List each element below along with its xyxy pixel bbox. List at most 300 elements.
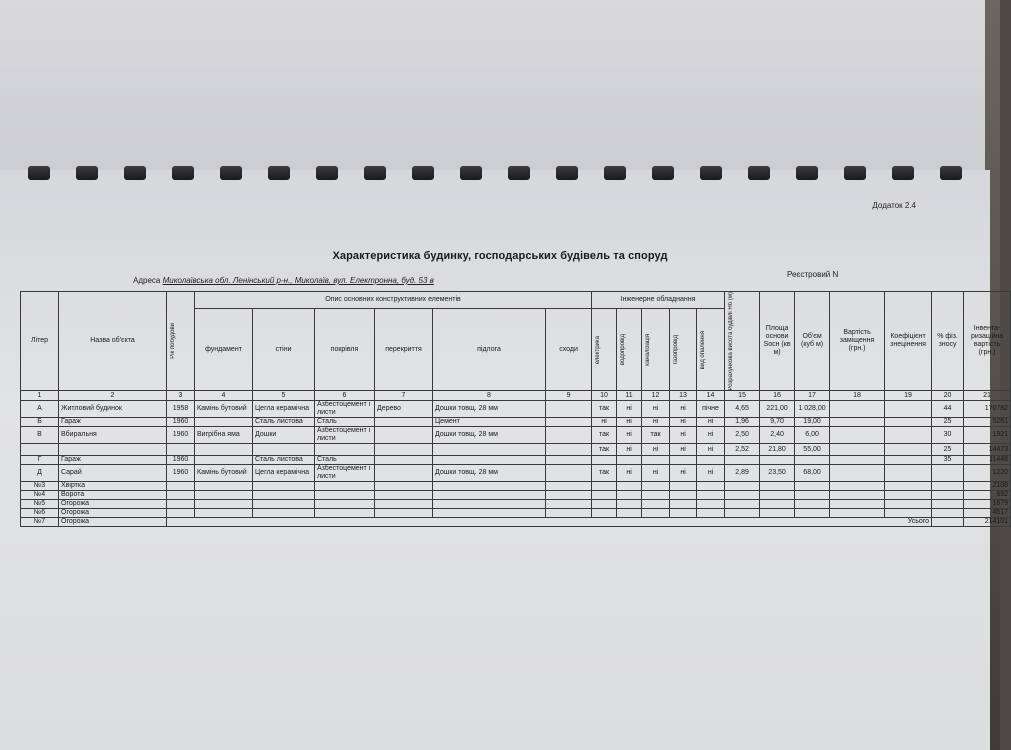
binding-ring [604, 166, 626, 180]
cell-volume [795, 456, 830, 465]
cell-roof [315, 509, 375, 518]
header-replacement-cost: Вартість заміщення (грн.) [830, 292, 885, 391]
table-row [21, 444, 1011, 456]
cell-sewer: ні [642, 401, 670, 418]
table-row [21, 401, 1011, 418]
cell-name: Вбиральня [59, 427, 167, 444]
cell-coef [885, 500, 932, 509]
binding-rings [10, 166, 970, 186]
cell-ceiling [375, 427, 433, 444]
column-number: 11 [617, 391, 642, 401]
cell-roof [315, 482, 375, 491]
cell-name: Гараж [59, 456, 167, 465]
cell-coef [885, 418, 932, 427]
address-line [133, 276, 434, 285]
cell-heat [697, 500, 725, 509]
header-sewer-cell [642, 309, 670, 391]
cell-sewer [642, 500, 670, 509]
cell-volume: 6,00 [795, 427, 830, 444]
header-liter: Літер [21, 292, 59, 391]
cell-sewer [642, 482, 670, 491]
cell-inv: 1220 [964, 465, 1011, 482]
cell-el: так [592, 427, 617, 444]
cell-year [167, 444, 195, 456]
cell-repl [830, 444, 885, 456]
header-floor: підлога [433, 309, 546, 391]
header-sewer: каналізація [645, 334, 652, 366]
cell-pct [932, 491, 964, 500]
binding-ring [748, 166, 770, 180]
cell-repl [830, 465, 885, 482]
cell-volume: 1 028,00 [795, 401, 830, 418]
cell-inv: 170782 [964, 401, 1011, 418]
column-number: 19 [885, 391, 932, 401]
cell-water [617, 456, 642, 465]
cell-floor [433, 491, 546, 500]
binding-ring [940, 166, 962, 180]
cell-stairs [546, 500, 592, 509]
cell-area [760, 509, 795, 518]
cell-liter [21, 444, 59, 456]
cell-ceiling [375, 456, 433, 465]
cell-year [167, 482, 195, 491]
cell-el: так [592, 465, 617, 482]
cell-water [617, 509, 642, 518]
header-gas-cell [670, 309, 697, 391]
cell-inv: 1679 [964, 500, 1011, 509]
table-row [21, 509, 1011, 518]
cell-heat: пічне [697, 401, 725, 418]
cell-liter: №5 [21, 500, 59, 509]
cell-walls: Сталь листова [253, 418, 315, 427]
column-number: 9 [546, 391, 592, 401]
cell-area: 221,00 [760, 401, 795, 418]
cell-gas [670, 482, 697, 491]
header-height-cell [725, 292, 760, 391]
column-number: 6 [315, 391, 375, 401]
cell-repl [830, 456, 885, 465]
cell-sewer [642, 456, 670, 465]
cell-water: ні [617, 427, 642, 444]
cell-gas: ні [670, 465, 697, 482]
cell-gas: ні [670, 427, 697, 444]
cell-floor: Дошки товщ. 28 мм [433, 465, 546, 482]
cell-area [760, 491, 795, 500]
header-year-cell [167, 292, 195, 391]
cell-liter: В [21, 427, 59, 444]
cell-stairs [546, 456, 592, 465]
cell-height: 4,65 [725, 401, 760, 418]
binding-ring [796, 166, 818, 180]
cell-height: 2,89 [725, 465, 760, 482]
cell-heat [697, 482, 725, 491]
cell-area: 2,40 [760, 427, 795, 444]
cell-walls [253, 509, 315, 518]
header-inventory-cost: Інвента-ризаційна вартість (грн.) [964, 292, 1011, 391]
cell-repl [830, 418, 885, 427]
cell-el [592, 482, 617, 491]
cell-inv: 11448 [964, 456, 1011, 465]
cell-roof: Азбестоцемент і листи [315, 401, 375, 418]
registry-label: Реєстровий N [787, 270, 839, 279]
cell-pct: 25 [932, 418, 964, 427]
previous-page [0, 0, 985, 172]
binding-ring [316, 166, 338, 180]
binding-ring [172, 166, 194, 180]
header-structure-group: Опис основних конструктивних елементів [195, 292, 592, 309]
cell-pct: 30 [932, 427, 964, 444]
cell-heat: ні [697, 465, 725, 482]
cell-liter: Г [21, 456, 59, 465]
cell-walls [253, 500, 315, 509]
cell-heat: ні [697, 427, 725, 444]
binding-ring [556, 166, 578, 180]
cell-heat [697, 509, 725, 518]
cell-area [760, 456, 795, 465]
cell-sewer: ні [642, 418, 670, 427]
cell-liter: №4 [21, 491, 59, 500]
cell-water [617, 491, 642, 500]
cell-gas: ні [670, 401, 697, 418]
cell-water [617, 482, 642, 491]
cell-height [725, 491, 760, 500]
binding-ring [124, 166, 146, 180]
cell-floor: Дошки товщ. 28 мм [433, 427, 546, 444]
cell-height: 2,52 [725, 444, 760, 456]
cell-foundation [195, 456, 253, 465]
cell-water: ні [617, 465, 642, 482]
cell-gas [670, 491, 697, 500]
cell-stairs [546, 482, 592, 491]
cell-heat [697, 491, 725, 500]
cell-name: Огорожа [59, 509, 167, 518]
header-year: Рік побудови [170, 323, 176, 360]
cell-foundation [195, 491, 253, 500]
cell-coef [885, 509, 932, 518]
header-wear-pct: % фіз. зносу [932, 292, 964, 391]
cell-el: так [592, 401, 617, 418]
cell-liter: №6 [21, 509, 59, 518]
cell-floor [433, 500, 546, 509]
binding-ring [28, 166, 50, 180]
header-heating-cell [697, 309, 725, 391]
cell-foundation [195, 482, 253, 491]
cell-el: ні [592, 418, 617, 427]
binding-ring [76, 166, 98, 180]
cell-pct [932, 465, 964, 482]
cell-roof: Азбестоцемент і листи [315, 427, 375, 444]
cell-el [592, 509, 617, 518]
binding-ring [268, 166, 290, 180]
cell-floor: Дошки товщ. 28 мм [433, 401, 546, 418]
column-number: 10 [592, 391, 617, 401]
cell-empty [932, 518, 964, 527]
header-water: водопровід [620, 334, 627, 366]
header-heating: вид опалення [700, 330, 707, 370]
cell-volume: 55,00 [795, 444, 830, 456]
cell-year [167, 500, 195, 509]
cell-repl [830, 482, 885, 491]
cell-volume: 19,00 [795, 418, 830, 427]
cell-area: 23,50 [760, 465, 795, 482]
cell-heat: ні [697, 418, 725, 427]
binding-ring [364, 166, 386, 180]
cell-ceiling [375, 482, 433, 491]
table-row [21, 456, 1011, 465]
cell-floor [433, 456, 546, 465]
cell-gas: ні [670, 418, 697, 427]
cell-roof [315, 491, 375, 500]
cell-volume [795, 491, 830, 500]
cell-foundation [195, 444, 253, 456]
cell-area: 9,70 [760, 418, 795, 427]
cell-floor: Цемент [433, 418, 546, 427]
column-number: 3 [167, 391, 195, 401]
column-number: 14 [697, 391, 725, 401]
cell-liter: Д [21, 465, 59, 482]
cell-sewer: ні [642, 465, 670, 482]
cell-inv: 2108 [964, 482, 1011, 491]
cell-roof [315, 500, 375, 509]
cell-name: Сарай [59, 465, 167, 482]
cell-ceiling [375, 491, 433, 500]
cell-name: Ворота [59, 491, 167, 500]
cell-inv: 5261 [964, 418, 1011, 427]
binding-ring [844, 166, 866, 180]
cell-foundation: Вигрібна яма [195, 427, 253, 444]
cell-ceiling [375, 444, 433, 456]
cell-roof: Сталь [315, 418, 375, 427]
column-number: 20 [932, 391, 964, 401]
cell-pct [932, 500, 964, 509]
binding-ring [220, 166, 242, 180]
header-gas: газопровід [673, 335, 680, 365]
cell-liter: №3 [21, 482, 59, 491]
cell-stairs [546, 427, 592, 444]
column-number: 17 [795, 391, 830, 401]
cell-foundation: Камінь бутовий [195, 401, 253, 418]
cell-year: 1958 [167, 401, 195, 418]
cell-sewer [642, 491, 670, 500]
binding-ring [412, 166, 434, 180]
header-height: Розрахункова висота будівлі Нб (м) [728, 292, 735, 391]
binding-ring [460, 166, 482, 180]
header-volume: Об'єм (куб м) [795, 292, 830, 391]
header-electricity-cell [592, 309, 617, 391]
header-wear-coef: Коефіцієнт знецінення [885, 292, 932, 391]
cell-walls: Сталь листова [253, 456, 315, 465]
cell-year: 1960 [167, 418, 195, 427]
cell-height [725, 500, 760, 509]
cell-pct [932, 509, 964, 518]
column-number: 5 [253, 391, 315, 401]
cell-height [725, 456, 760, 465]
cell-volume [795, 500, 830, 509]
cell-repl [830, 427, 885, 444]
cell-el [592, 456, 617, 465]
cell-year [167, 491, 195, 500]
cell-pct: 44 [932, 401, 964, 418]
document-title: Характеристика будинку, господарських будівель та споруд [332, 250, 668, 262]
cell-inv: 1921 [964, 427, 1011, 444]
column-number: 2 [59, 391, 167, 401]
header-name: Назва об'єкта [59, 292, 167, 391]
appendix-note: Додаток 2.4 [872, 201, 916, 210]
cell-inv: 692 [964, 491, 1011, 500]
cell-ceiling [375, 500, 433, 509]
header-engineering-group: Інженерне обладнання [592, 292, 725, 309]
cell-area [760, 482, 795, 491]
cell-ceiling: Дерево [375, 401, 433, 418]
cell-pct: 35 [932, 456, 964, 465]
cell-area [760, 500, 795, 509]
cell-ceiling [375, 418, 433, 427]
cell-foundation [195, 500, 253, 509]
cell-gas: ні [670, 444, 697, 456]
binding-ring [892, 166, 914, 180]
cell-pct [932, 482, 964, 491]
cell-coef [885, 465, 932, 482]
cell-liter: №7 [21, 518, 59, 527]
column-number: 12 [642, 391, 670, 401]
cell-year: 1960 [167, 427, 195, 444]
cell-area: 21,80 [760, 444, 795, 456]
cell-ceiling [375, 465, 433, 482]
cell-pct: 25 [932, 444, 964, 456]
cell-water: ні [617, 401, 642, 418]
cell-liter: А [21, 401, 59, 418]
cell-walls [253, 491, 315, 500]
cell-year [167, 509, 195, 518]
table-row [21, 427, 1011, 444]
column-number: 13 [670, 391, 697, 401]
cell-stairs [546, 444, 592, 456]
cell-total-value: 214101 [964, 518, 1011, 527]
cell-sewer: так [642, 427, 670, 444]
cell-heat: ні [697, 444, 725, 456]
column-number: 8 [433, 391, 546, 401]
cell-name: Житловий будинок [59, 401, 167, 418]
header-area: Площа основи Sосн (кв м) [760, 292, 795, 391]
cell-roof: Сталь [315, 456, 375, 465]
cell-el [592, 500, 617, 509]
address-label: Адреса [133, 276, 161, 285]
column-number: 1 [21, 391, 59, 401]
cell-walls: Дошки [253, 427, 315, 444]
cell-height: 2,50 [725, 427, 760, 444]
table-row [21, 500, 1011, 509]
cell-repl [830, 491, 885, 500]
cell-walls: Цегла керамічна [253, 401, 315, 418]
binding-ring [700, 166, 722, 180]
cell-walls: Цегла керамічна [253, 465, 315, 482]
address-value: Миколаївська обл. Ленінський р-н., Миколаїв, вул. Електронна, буд. 53 в [162, 276, 434, 285]
cell-height [725, 509, 760, 518]
cell-foundation: Камінь бутовий [195, 465, 253, 482]
cell-coef [885, 401, 932, 418]
cell-coef [885, 491, 932, 500]
cell-gas [670, 456, 697, 465]
cell-coef [885, 444, 932, 456]
cell-name: Огорожа [59, 500, 167, 509]
cell-height: 1,96 [725, 418, 760, 427]
table-row [21, 482, 1011, 491]
header-electricity: електрика [595, 335, 602, 364]
cell-el [592, 491, 617, 500]
column-number: 18 [830, 391, 885, 401]
cell-inv: 14473 [964, 444, 1011, 456]
cell-volume [795, 482, 830, 491]
cell-water: ні [617, 418, 642, 427]
cell-volume [795, 509, 830, 518]
cell-heat [697, 456, 725, 465]
header-foundation: фундамент [195, 309, 253, 391]
cell-stairs [546, 465, 592, 482]
cell-sewer: ні [642, 444, 670, 456]
cell-stairs [546, 418, 592, 427]
cell-foundation [195, 418, 253, 427]
cell-repl [830, 401, 885, 418]
binding-ring [652, 166, 674, 180]
cell-ceiling [375, 509, 433, 518]
cell-foundation [195, 509, 253, 518]
table-body [21, 401, 1011, 527]
header-stairs: сходи [546, 309, 592, 391]
cell-coef [885, 427, 932, 444]
cell-liter: Б [21, 418, 59, 427]
column-number: 15 [725, 391, 760, 401]
cell-coef [885, 456, 932, 465]
cell-name: Хвіртка [59, 482, 167, 491]
cell-walls [253, 444, 315, 456]
cell-year: 1960 [167, 465, 195, 482]
column-number: 7 [375, 391, 433, 401]
header-walls: стіни [253, 309, 315, 391]
column-number: 4 [195, 391, 253, 401]
cell-repl [830, 500, 885, 509]
cell-repl [830, 509, 885, 518]
table-row [21, 465, 1011, 482]
cell-sewer [642, 509, 670, 518]
cell-roof [315, 444, 375, 456]
cell-inv: 4517 [964, 509, 1011, 518]
cell-gas [670, 500, 697, 509]
header-roof: покрівля [315, 309, 375, 391]
column-number: 21 [964, 391, 1011, 401]
cell-volume: 68,00 [795, 465, 830, 482]
characteristics-table [20, 291, 1011, 527]
header-water-cell [617, 309, 642, 391]
cell-total-label: Усього [167, 518, 932, 527]
column-number: 16 [760, 391, 795, 401]
cell-water [617, 500, 642, 509]
binding-ring [508, 166, 530, 180]
cell-stairs [546, 401, 592, 418]
cell-name: Гараж [59, 418, 167, 427]
table-row [21, 418, 1011, 427]
cell-floor [433, 509, 546, 518]
cell-floor [433, 482, 546, 491]
header-ceiling: перекриття [375, 309, 433, 391]
cell-stairs [546, 509, 592, 518]
column-numbers-row [21, 391, 1011, 401]
cell-stairs [546, 491, 592, 500]
cell-water: ні [617, 444, 642, 456]
cell-el: так [592, 444, 617, 456]
cell-coef [885, 482, 932, 491]
cell-gas [670, 509, 697, 518]
cell-year: 1960 [167, 456, 195, 465]
